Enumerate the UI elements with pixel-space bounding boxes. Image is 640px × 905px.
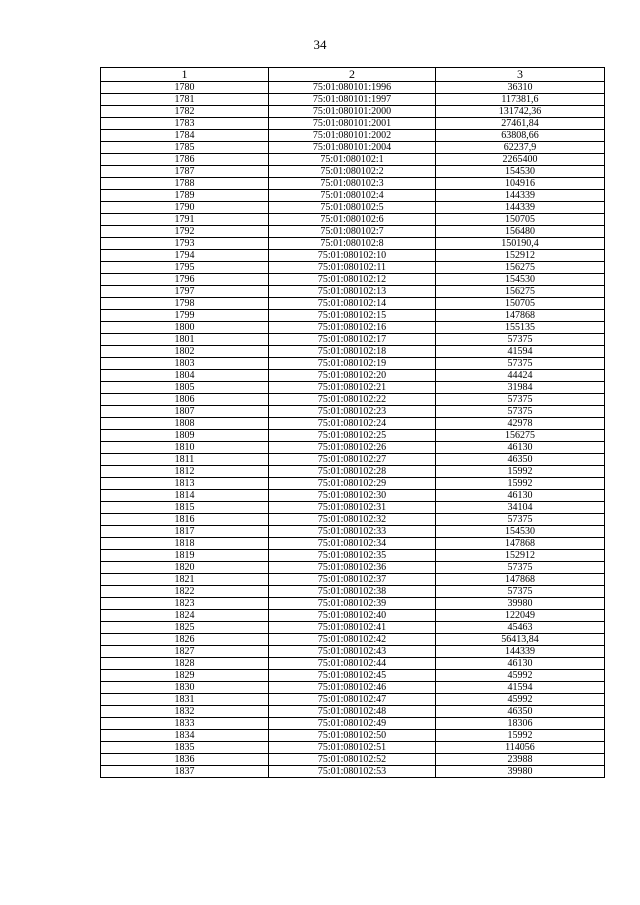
- cadastral-number-cell: 75:01:080102:8: [269, 238, 436, 250]
- table-row: [101, 682, 605, 694]
- cadastral-number-cell: 75:01:080102:36: [269, 562, 436, 574]
- value-cell: 45992: [436, 670, 605, 682]
- value-cell: 144339: [436, 202, 605, 214]
- table-row: [101, 202, 605, 214]
- table-row: [101, 766, 605, 778]
- cadastral-number-cell: 75:01:080102:53: [269, 766, 436, 778]
- row-number-cell: 1813: [101, 478, 269, 490]
- cadastral-number-cell: 75:01:080101:2001: [269, 118, 436, 130]
- row-number-cell: 1835: [101, 742, 269, 754]
- cadastral-number-cell: 75:01:080102:50: [269, 730, 436, 742]
- cadastral-number-cell: 75:01:080102:16: [269, 322, 436, 334]
- row-number-cell: 1798: [101, 298, 269, 310]
- cadastral-number-cell: 75:01:080102:43: [269, 646, 436, 658]
- value-cell: 150705: [436, 298, 605, 310]
- value-cell: 156275: [436, 430, 605, 442]
- table-row: [101, 730, 605, 742]
- table-row: [101, 94, 605, 106]
- table-row: [101, 178, 605, 190]
- table-row: [101, 586, 605, 598]
- table-row: [101, 718, 605, 730]
- value-cell: 15992: [436, 466, 605, 478]
- row-number-cell: 1821: [101, 574, 269, 586]
- cadastral-number-cell: 75:01:080102:27: [269, 454, 436, 466]
- cadastral-number-cell: 75:01:080102:22: [269, 394, 436, 406]
- value-cell: 57375: [436, 358, 605, 370]
- cadastral-number-cell: 75:01:080102:41: [269, 622, 436, 634]
- table-row: [101, 610, 605, 622]
- cadastral-number-cell: 75:01:080101:1996: [269, 82, 436, 94]
- row-number-cell: 1804: [101, 370, 269, 382]
- cadastral-number-cell: 75:01:080102:10: [269, 250, 436, 262]
- value-cell: 104916: [436, 178, 605, 190]
- table-row: [101, 142, 605, 154]
- row-number-cell: 1837: [101, 766, 269, 778]
- value-cell: 156275: [436, 286, 605, 298]
- row-number-cell: 1818: [101, 538, 269, 550]
- table-row: [101, 346, 605, 358]
- value-cell: 155135: [436, 322, 605, 334]
- table-row: [101, 694, 605, 706]
- cadastral-number-cell: 75:01:080102:28: [269, 466, 436, 478]
- table-row: [101, 706, 605, 718]
- row-number-cell: 1831: [101, 694, 269, 706]
- cadastral-number-cell: 75:01:080102:24: [269, 418, 436, 430]
- table-row: [101, 442, 605, 454]
- row-number-cell: 1808: [101, 418, 269, 430]
- row-number-cell: 1789: [101, 190, 269, 202]
- value-cell: 57375: [436, 514, 605, 526]
- value-cell: 150705: [436, 214, 605, 226]
- value-cell: 156275: [436, 262, 605, 274]
- row-number-cell: 1785: [101, 142, 269, 154]
- cadastral-number-cell: 75:01:080102:48: [269, 706, 436, 718]
- cadastral-number-cell: 75:01:080102:37: [269, 574, 436, 586]
- cadastral-number-cell: 75:01:080102:46: [269, 682, 436, 694]
- row-number-cell: 1811: [101, 454, 269, 466]
- table-row: [101, 502, 605, 514]
- table-row: [101, 514, 605, 526]
- value-cell: 46130: [436, 442, 605, 454]
- value-cell: 154530: [436, 274, 605, 286]
- row-number-cell: 1824: [101, 610, 269, 622]
- value-cell: 2265400: [436, 154, 605, 166]
- table-row: [101, 82, 605, 94]
- cadastral-number-cell: 75:01:080102:2: [269, 166, 436, 178]
- row-number-cell: 1793: [101, 238, 269, 250]
- cadastral-number-cell: 75:01:080102:21: [269, 382, 436, 394]
- table-row: [101, 658, 605, 670]
- value-cell: 34104: [436, 502, 605, 514]
- table-header-row: [101, 68, 605, 82]
- row-number-cell: 1809: [101, 430, 269, 442]
- table-row: [101, 250, 605, 262]
- row-number-cell: 1825: [101, 622, 269, 634]
- table-row: [101, 742, 605, 754]
- value-cell: 150190,4: [436, 238, 605, 250]
- cadastral-number-cell: 75:01:080102:38: [269, 586, 436, 598]
- table-row: [101, 646, 605, 658]
- cadastral-number-cell: 75:01:080102:31: [269, 502, 436, 514]
- row-number-cell: 1827: [101, 646, 269, 658]
- value-cell: 147868: [436, 574, 605, 586]
- cadastral-number-cell: 75:01:080102:13: [269, 286, 436, 298]
- cadastral-number-cell: 75:01:080102:15: [269, 310, 436, 322]
- row-number-cell: 1817: [101, 526, 269, 538]
- row-number-cell: 1832: [101, 706, 269, 718]
- row-number-cell: 1836: [101, 754, 269, 766]
- row-number-cell: 1781: [101, 94, 269, 106]
- cadastral-number-cell: 75:01:080102:1: [269, 154, 436, 166]
- table-row: [101, 562, 605, 574]
- table-row: [101, 130, 605, 142]
- cadastral-number-cell: 75:01:080101:2002: [269, 130, 436, 142]
- cadastral-number-cell: 75:01:080102:23: [269, 406, 436, 418]
- cadastral-number-cell: 75:01:080102:33: [269, 526, 436, 538]
- table-row: [101, 286, 605, 298]
- cadastral-number-cell: 75:01:080102:39: [269, 598, 436, 610]
- value-cell: 62237,9: [436, 142, 605, 154]
- value-cell: 117381,6: [436, 94, 605, 106]
- value-cell: 147868: [436, 310, 605, 322]
- cadastral-number-cell: 75:01:080102:26: [269, 442, 436, 454]
- cadastral-number-cell: 75:01:080102:25: [269, 430, 436, 442]
- value-cell: 42978: [436, 418, 605, 430]
- row-number-cell: 1834: [101, 730, 269, 742]
- cadastral-number-cell: 75:01:080102:20: [269, 370, 436, 382]
- cadastral-number-cell: 75:01:080102:34: [269, 538, 436, 550]
- value-cell: 36310: [436, 82, 605, 94]
- cadastral-number-cell: 75:01:080102:5: [269, 202, 436, 214]
- cadastral-number-cell: 75:01:080102:45: [269, 670, 436, 682]
- table-row: [101, 334, 605, 346]
- table-row: [101, 106, 605, 118]
- column-header-1: 1: [101, 68, 269, 82]
- row-number-cell: 1803: [101, 358, 269, 370]
- value-cell: 57375: [436, 406, 605, 418]
- value-cell: 45463: [436, 622, 605, 634]
- table-row: [101, 274, 605, 286]
- row-number-cell: 1790: [101, 202, 269, 214]
- cadastral-number-cell: 75:01:080101:2004: [269, 142, 436, 154]
- table-row: [101, 490, 605, 502]
- row-number-cell: 1810: [101, 442, 269, 454]
- cadastral-number-cell: 75:01:080102:52: [269, 754, 436, 766]
- value-cell: 18306: [436, 718, 605, 730]
- cadastral-number-cell: 75:01:080102:11: [269, 262, 436, 274]
- value-cell: 63808,66: [436, 130, 605, 142]
- value-cell: 144339: [436, 646, 605, 658]
- row-number-cell: 1788: [101, 178, 269, 190]
- row-number-cell: 1830: [101, 682, 269, 694]
- column-header-3: 3: [436, 68, 605, 82]
- table-row: [101, 370, 605, 382]
- row-number-cell: 1826: [101, 634, 269, 646]
- value-cell: 122049: [436, 610, 605, 622]
- cadastral-number-cell: 75:01:080101:1997: [269, 94, 436, 106]
- cadastral-number-cell: 75:01:080102:6: [269, 214, 436, 226]
- table-row: [101, 154, 605, 166]
- cadastral-number-cell: 75:01:080102:7: [269, 226, 436, 238]
- value-cell: 31984: [436, 382, 605, 394]
- table-row: [101, 394, 605, 406]
- table-row: [101, 754, 605, 766]
- row-number-cell: 1828: [101, 658, 269, 670]
- row-number-cell: 1807: [101, 406, 269, 418]
- table-row: [101, 550, 605, 562]
- table-body: [101, 82, 605, 778]
- value-cell: 57375: [436, 586, 605, 598]
- cadastral-number-cell: 75:01:080102:17: [269, 334, 436, 346]
- cadastral-number-cell: 75:01:080102:51: [269, 742, 436, 754]
- table-row: [101, 430, 605, 442]
- table-row: [101, 454, 605, 466]
- table-row: [101, 574, 605, 586]
- table-row: [101, 538, 605, 550]
- table-row: [101, 382, 605, 394]
- row-number-cell: 1822: [101, 586, 269, 598]
- value-cell: 44424: [436, 370, 605, 382]
- row-number-cell: 1797: [101, 286, 269, 298]
- row-number-cell: 1815: [101, 502, 269, 514]
- cadastral-number-cell: 75:01:080102:12: [269, 274, 436, 286]
- value-cell: 15992: [436, 730, 605, 742]
- value-cell: 131742,36: [436, 106, 605, 118]
- value-cell: 46130: [436, 658, 605, 670]
- cadastral-number-cell: 75:01:080102:40: [269, 610, 436, 622]
- table-row: [101, 670, 605, 682]
- cadastral-number-cell: 75:01:080102:3: [269, 178, 436, 190]
- row-number-cell: 1800: [101, 322, 269, 334]
- value-cell: 154530: [436, 166, 605, 178]
- row-number-cell: 1816: [101, 514, 269, 526]
- value-cell: 46130: [436, 490, 605, 502]
- value-cell: 152912: [436, 550, 605, 562]
- row-number-cell: 1796: [101, 274, 269, 286]
- table-row: [101, 466, 605, 478]
- row-number-cell: 1786: [101, 154, 269, 166]
- value-cell: 57375: [436, 562, 605, 574]
- cadastral-number-cell: 75:01:080102:4: [269, 190, 436, 202]
- value-cell: 152912: [436, 250, 605, 262]
- row-number-cell: 1784: [101, 130, 269, 142]
- cadastral-number-cell: 75:01:080102:42: [269, 634, 436, 646]
- row-number-cell: 1823: [101, 598, 269, 610]
- cadastral-number-cell: 75:01:080102:32: [269, 514, 436, 526]
- table-row: [101, 634, 605, 646]
- value-cell: 23988: [436, 754, 605, 766]
- row-number-cell: 1812: [101, 466, 269, 478]
- row-number-cell: 1792: [101, 226, 269, 238]
- cadastral-number-cell: 75:01:080102:30: [269, 490, 436, 502]
- row-number-cell: 1805: [101, 382, 269, 394]
- value-cell: 46350: [436, 706, 605, 718]
- table-row: [101, 118, 605, 130]
- table-row: [101, 166, 605, 178]
- cadastral-number-cell: 75:01:080101:2000: [269, 106, 436, 118]
- row-number-cell: 1782: [101, 106, 269, 118]
- row-number-cell: 1787: [101, 166, 269, 178]
- row-number-cell: 1799: [101, 310, 269, 322]
- value-cell: 41594: [436, 682, 605, 694]
- column-header-2: 2: [269, 68, 436, 82]
- table-row: [101, 226, 605, 238]
- value-cell: 57375: [436, 334, 605, 346]
- row-number-cell: 1795: [101, 262, 269, 274]
- table-row: [101, 310, 605, 322]
- table-row: [101, 262, 605, 274]
- cadastral-number-cell: 75:01:080102:44: [269, 658, 436, 670]
- value-cell: 39980: [436, 766, 605, 778]
- table-row: [101, 214, 605, 226]
- value-cell: 154530: [436, 526, 605, 538]
- table-row: [101, 526, 605, 538]
- row-number-cell: 1829: [101, 670, 269, 682]
- value-cell: 27461,84: [436, 118, 605, 130]
- table-row: [101, 238, 605, 250]
- table-row: [101, 406, 605, 418]
- value-cell: 156480: [436, 226, 605, 238]
- row-number-cell: 1801: [101, 334, 269, 346]
- row-number-cell: 1814: [101, 490, 269, 502]
- value-cell: 39980: [436, 598, 605, 610]
- cadastral-number-cell: 75:01:080102:47: [269, 694, 436, 706]
- value-cell: 114056: [436, 742, 605, 754]
- data-table: [100, 67, 605, 778]
- table-row: [101, 322, 605, 334]
- value-cell: 15992: [436, 478, 605, 490]
- value-cell: 46350: [436, 454, 605, 466]
- value-cell: 56413,84: [436, 634, 605, 646]
- row-number-cell: 1833: [101, 718, 269, 730]
- table-row: [101, 298, 605, 310]
- cadastral-number-cell: 75:01:080102:49: [269, 718, 436, 730]
- value-cell: 45992: [436, 694, 605, 706]
- row-number-cell: 1783: [101, 118, 269, 130]
- table-row: [101, 418, 605, 430]
- table-row: [101, 190, 605, 202]
- cadastral-number-cell: 75:01:080102:18: [269, 346, 436, 358]
- value-cell: 57375: [436, 394, 605, 406]
- row-number-cell: 1820: [101, 562, 269, 574]
- row-number-cell: 1780: [101, 82, 269, 94]
- value-cell: 144339: [436, 190, 605, 202]
- cadastral-number-cell: 75:01:080102:19: [269, 358, 436, 370]
- table-row: [101, 598, 605, 610]
- cadastral-number-cell: 75:01:080102:35: [269, 550, 436, 562]
- table-row: [101, 358, 605, 370]
- row-number-cell: 1794: [101, 250, 269, 262]
- row-number-cell: 1791: [101, 214, 269, 226]
- value-cell: 41594: [436, 346, 605, 358]
- cadastral-number-cell: 75:01:080102:29: [269, 478, 436, 490]
- row-number-cell: 1802: [101, 346, 269, 358]
- table-row: [101, 622, 605, 634]
- row-number-cell: 1806: [101, 394, 269, 406]
- page-number: 34: [313, 37, 327, 52]
- value-cell: 147868: [436, 538, 605, 550]
- row-number-cell: 1819: [101, 550, 269, 562]
- cadastral-number-cell: 75:01:080102:14: [269, 298, 436, 310]
- table-row: [101, 478, 605, 490]
